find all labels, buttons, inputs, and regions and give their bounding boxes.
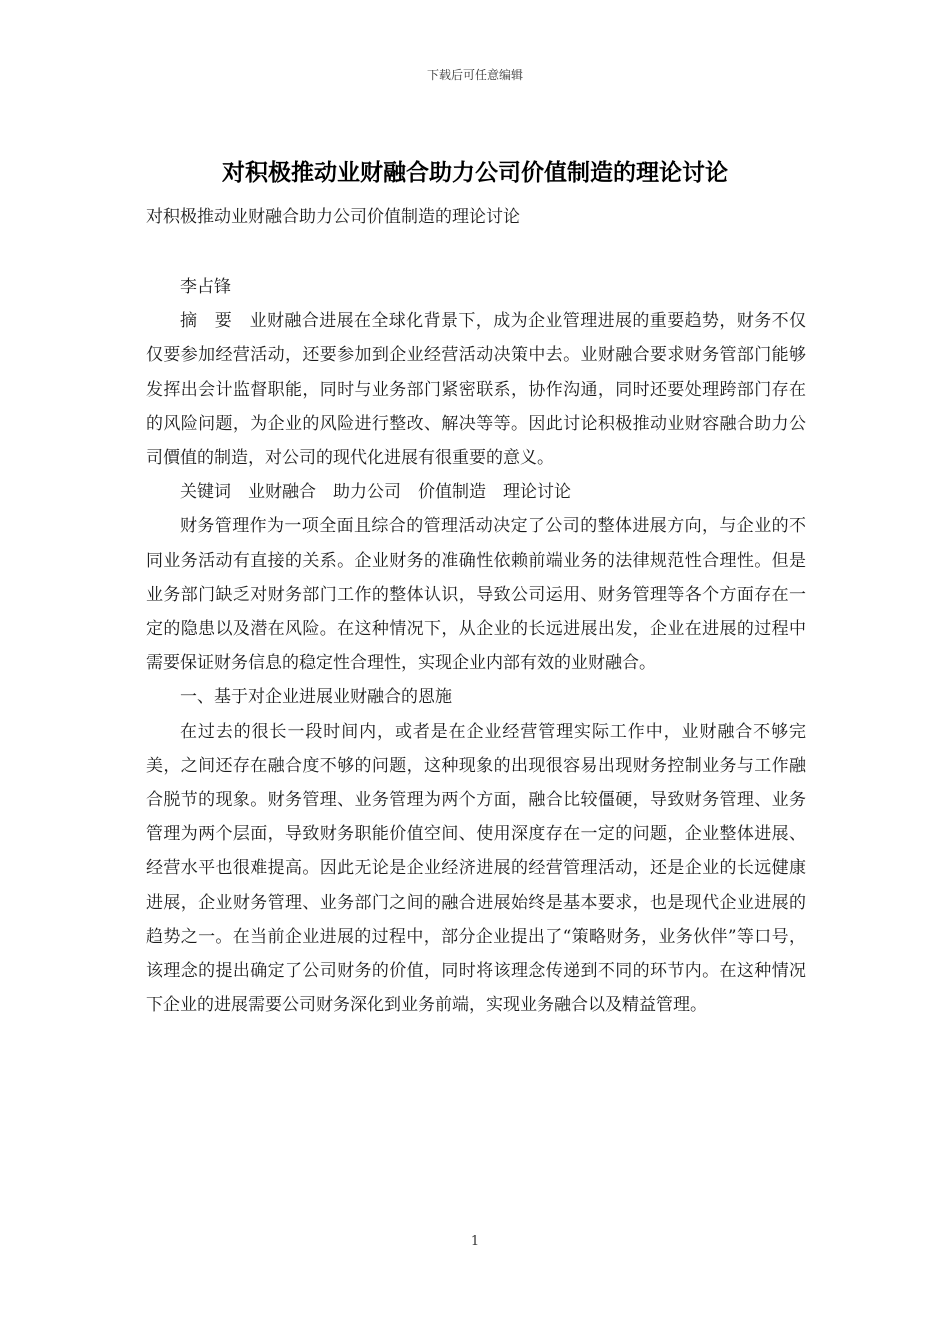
body-paragraph-2: 在过去的很长一段时间内，或者是在企业经营管理实际工作中，业财融合不够完美，之间还存在融合度不够的问题，这种现象的出现很容易出现财务控制业务与工作融合脱节的现象。财务管理、业务管理为两个方面，融合比较僵硬，导致财务管理、业务管理为两个层面，导致财务职能价值空间、使用深度存在一定的问题，企业整体进展、经营水平也很难提高。因此无论是企业经济进展的经营管理活动，还是企业的长远健康进展，企业财务管理、业务部门之间的融合进展始终是基本要求，也是现代企业进展的趋势之一。在当前企业进展的过程中，部分企业提出了“策略财务，业务伙伴”等口号，该理念的提出确定了公司财务的价值，同时将该理念传递到不同的环节内。在这种情况下企业的进展需要公司财务深化到业务前端，实现业务融合以及精益管理。 [146,721,806,1016]
section-heading-1: 一、基于对企业进展业财融合的恩施 [180,687,452,708]
abstract-paragraph: 摘 要 业财融合进展在全球化背景下，成为企业管理进展的重要趋势，财务不仅仅要参加经营活动，还要参加到企业经营活动决策中去。业财融合要求财务管部门能够发挥出会计监督职能，同时与业务部门紧密联系，协作沟通，同时还要处理跨部门存在的风险问题，为企业的风险进行整改、解决等等。因此讨论积极推动业财容融合助力公司價值的制造，对公司的现代化进展有很重要的意义。 [146,311,806,469]
document-subtitle: 对积极推动业财融合助力公司价值制造的理论讨论 [146,207,520,227]
document-body [146,270,806,1022]
keywords-line: 关键词 业财融合 助力公司 价值制造 理论讨论 [180,482,571,503]
page-number: 1 [470,1234,480,1249]
body-paragraph-1: 财务管理作为一项全面且综合的管理活动决定了公司的整体进展方向，与企业的不同业务活动有直接的关系。企业财务的准确性依赖前端业务的法律规范性合理性。但是业务部门缺乏对财务部门工作的整体认识，导致公司运用、财务管理等各个方面存在一定的隐患以及潜在风险。在这种情况下，从企业的长远进展出发，企业在进展的过程中需要保证财务信息的稳定性合理性，实现企业内部有效的业财融合。 [146,516,806,674]
header-note: 下载后可任意编辑 [426,68,523,82]
document-title: 对积极推动业财融合助力公司价值制造的理论讨论 [222,159,728,186]
author-name: 李占锋 [180,277,231,297]
